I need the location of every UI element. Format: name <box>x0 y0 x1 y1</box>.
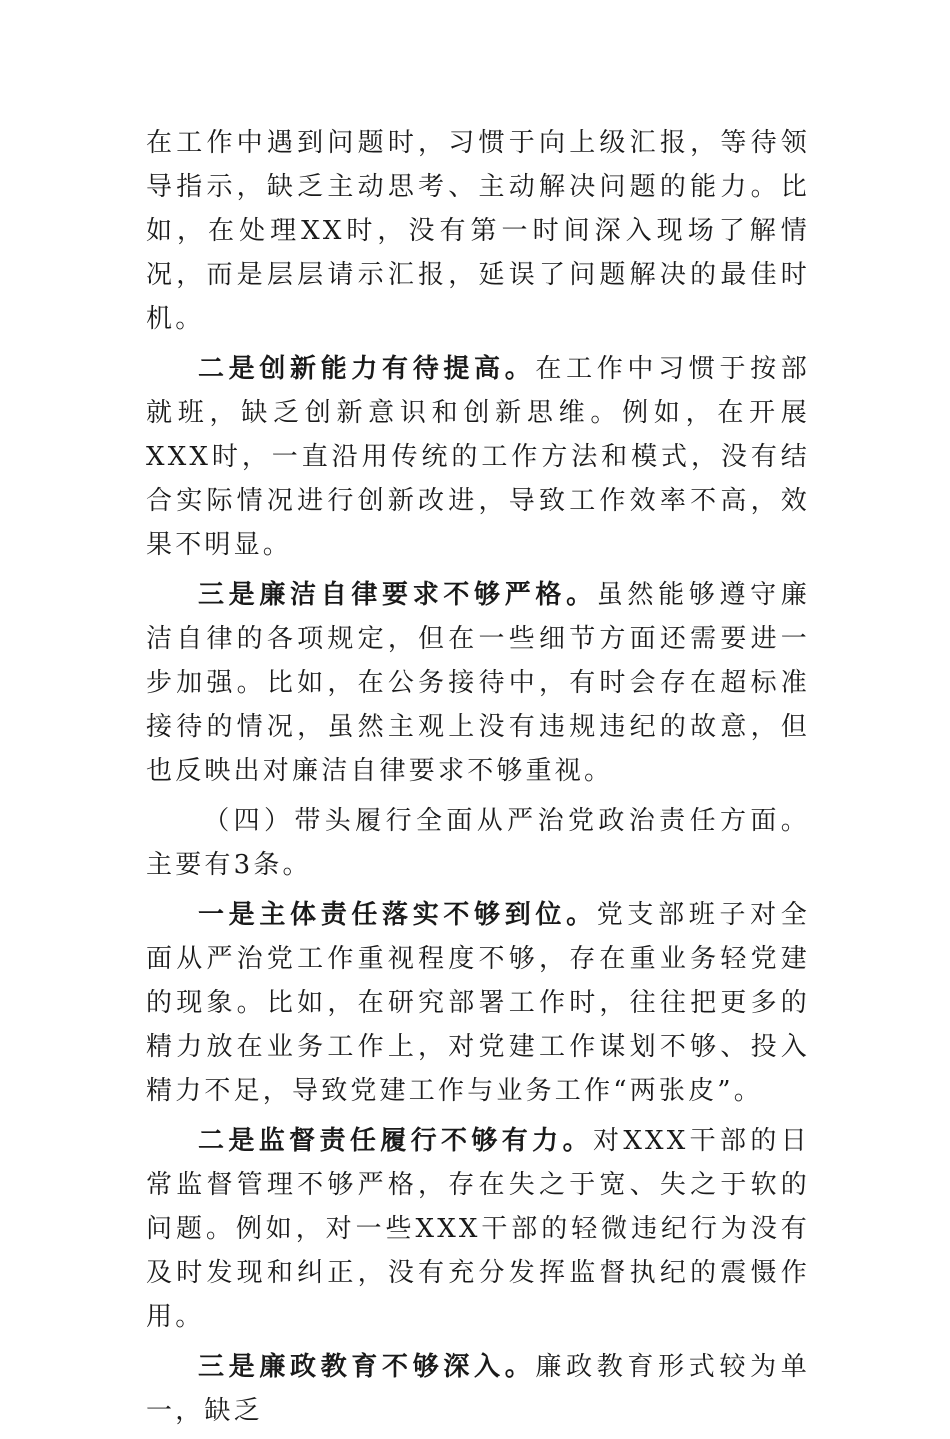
paragraph-innovation <box>146 347 810 567</box>
section-heading-four <box>146 799 810 887</box>
paragraph-continuation <box>146 121 810 341</box>
paragraph-text: 廉政教育形式较为单一，缺乏 <box>146 1352 810 1426</box>
paragraph-text: 对XXX干部的日常监督管理不够严格，存在失之于宽、失之于软的问题。例如，对一些XXX干部的轻微违纪行为没有及时发现和纠正，没有充分发挥监督执纪的震慑作用。 <box>146 1126 810 1332</box>
paragraph-lead: 三是廉政教育不够深入。 <box>198 1352 536 1382</box>
paragraph-text: 在工作中习惯于按部就班，缺乏创新意识和创新思维。例如，在开展XXX时，一直沿用传统的工作方法和模式，没有结合实际情况进行创新改进，导致工作效率不高，效果不明显。 <box>146 354 810 560</box>
paragraph-lead: 三是廉洁自律要求不够严格。 <box>198 580 597 610</box>
paragraph-lead: 一是主体责任落实不够到位。 <box>198 900 597 930</box>
paragraph-primary-responsibility <box>146 893 810 1113</box>
document-body <box>146 121 810 1439</box>
paragraph-text: 党支部班子对全面从严治党工作重视程度不够，存在重业务轻党建的现象。比如，在研究部署工作时，往往把更多的精力放在业务工作上，对党建工作谋划不够、投入精力不足，导致党建工作与业务工作“两张皮”。 <box>146 900 810 1106</box>
paragraph-lead: 二是创新能力有待提高。 <box>198 354 536 384</box>
paragraph-text: 虽然能够遵守廉洁自律的各项规定，但在一些细节方面还需要进一步加强。比如，在公务接待中，有时会存在超标准接待的情况，虽然主观上没有违规违纪的故意，但也反映出对廉洁自律要求不够重视。 <box>146 580 810 786</box>
paragraph-supervision <box>146 1119 810 1339</box>
paragraph-text: 在工作中遇到问题时，习惯于向上级汇报，等待领导指示，缺乏主动思考、主动解决问题的能力。比如，在处理XX时，没有第一时间深入现场了解情况，而是层层请示汇报，延误了问题解决的最佳时机。 <box>146 128 810 334</box>
paragraph-education <box>146 1345 810 1433</box>
paragraph-integrity <box>146 573 810 793</box>
section-heading-text: （四）带头履行全面从严治党政治责任方面。主要有3条。 <box>146 806 810 880</box>
paragraph-lead: 二是监督责任履行不够有力。 <box>198 1126 593 1156</box>
